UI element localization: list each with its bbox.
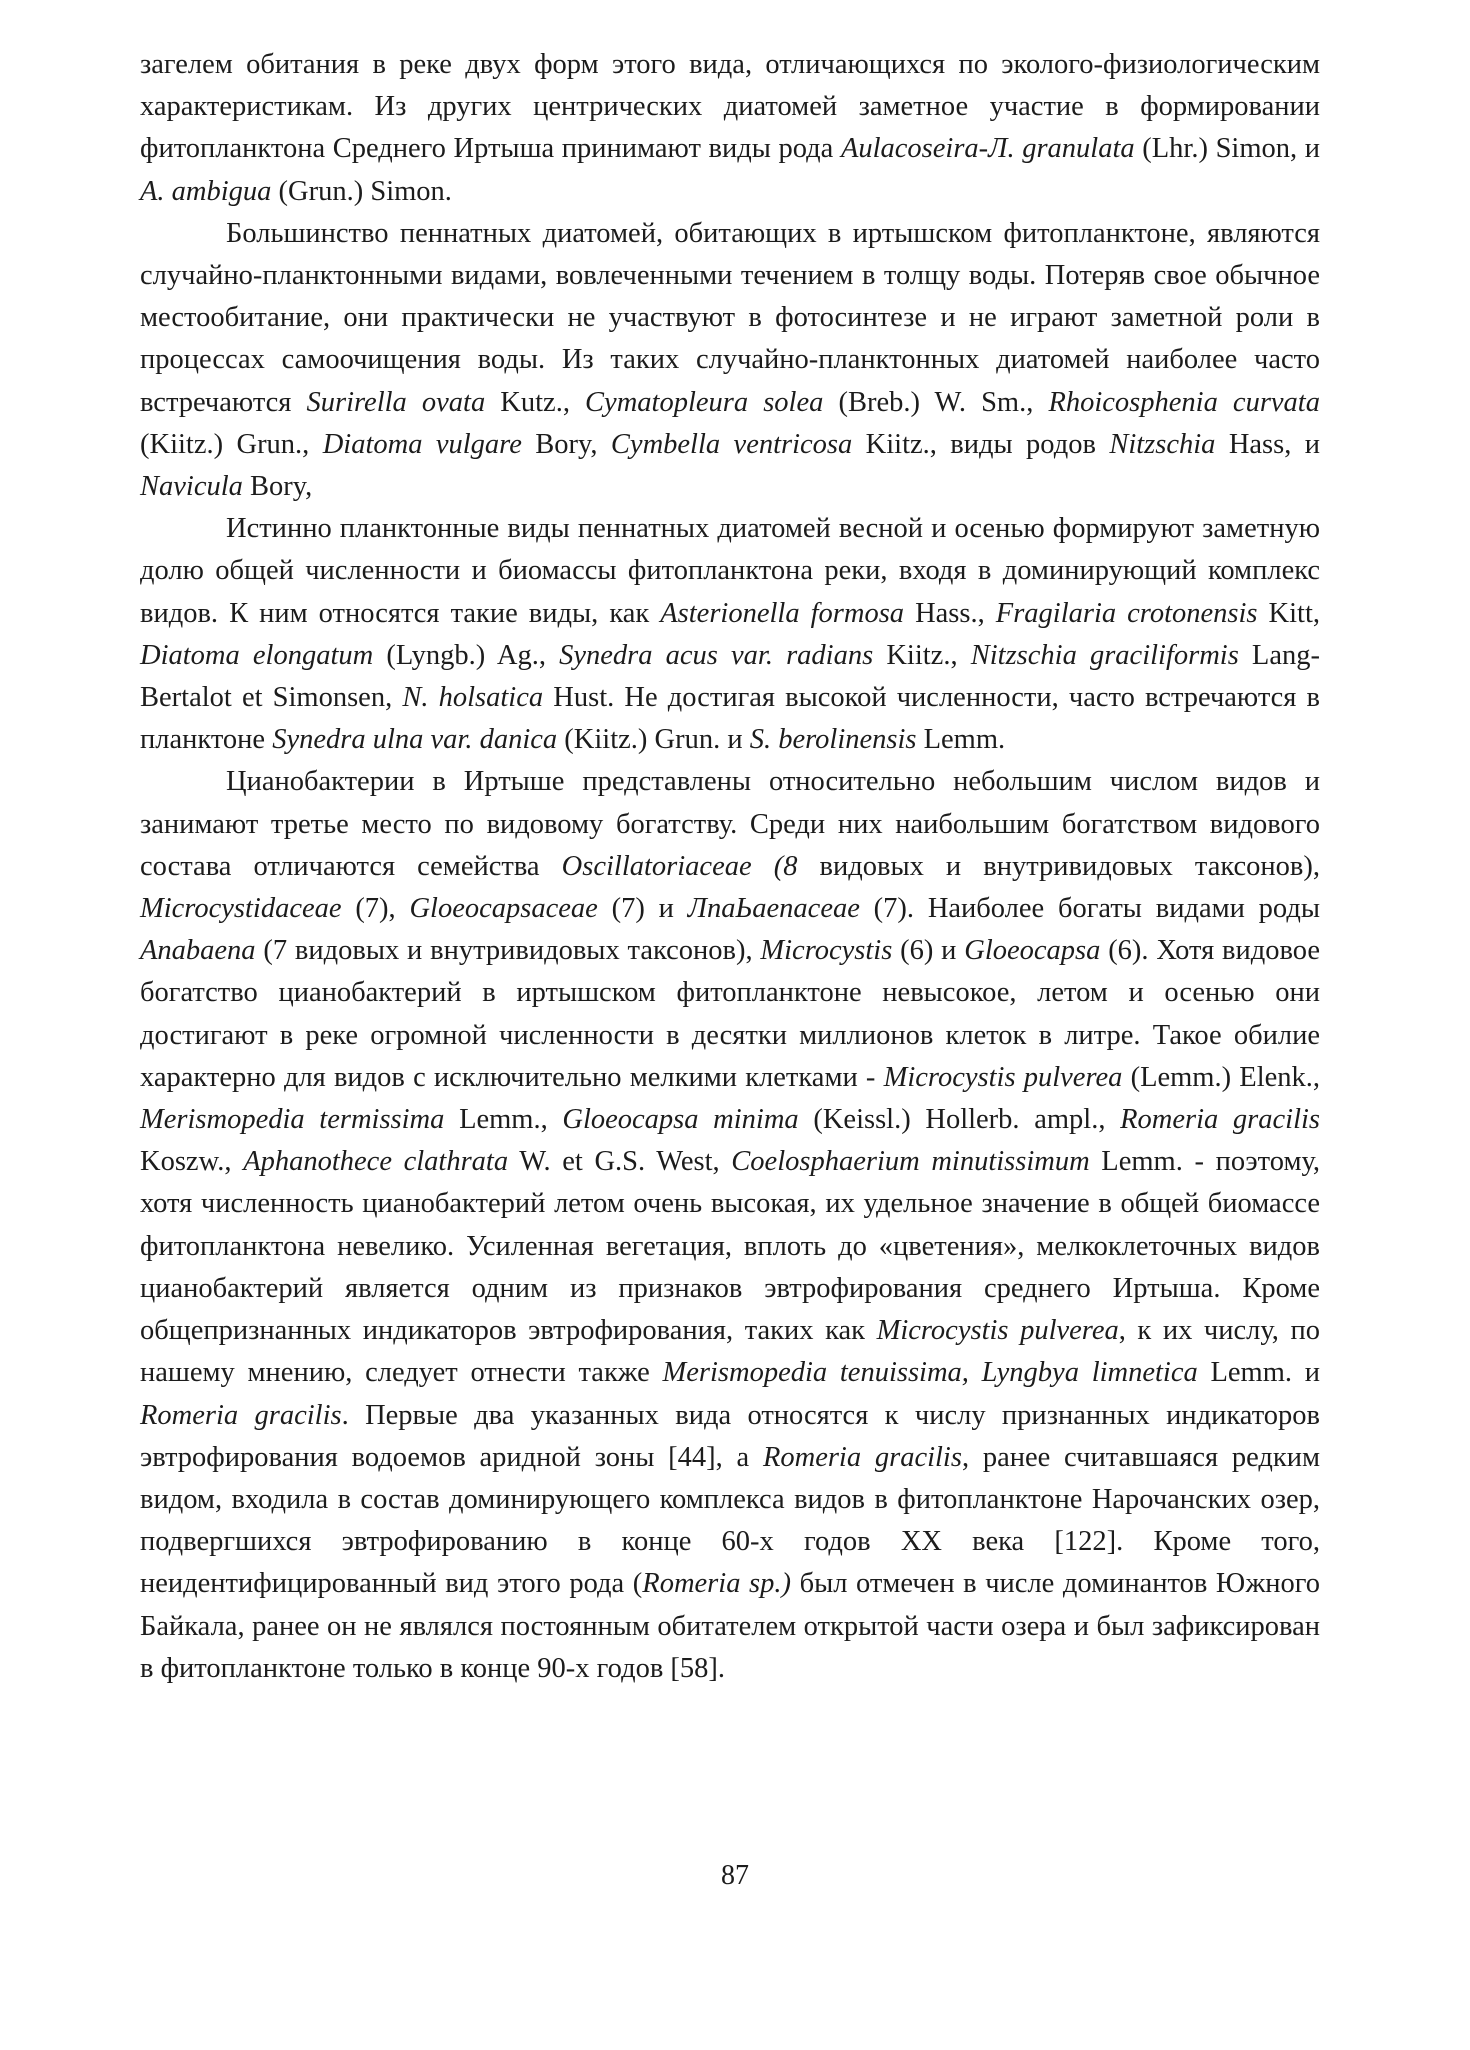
taxon-name: Romeria gracilis [140,1399,342,1431]
taxon-name: Cymbella ventricosa [610,428,853,460]
text-run: Lemm. - поэтому, хотя численность цианобактерий летом очень высокая, их удельное значение в общей биомассе фитопланктона невелико. Усиленная вегетация, вплоть до «цветения», мелкоклеточных видов цианобактерий является одним из признаков эвтрофирования среднего Иртыша. Кроме общепризнанных индикаторов эвтрофирования, таких как [140,1146,1320,1347]
text-run: (Lemm.) Elenk., [1122,1061,1321,1093]
text-run: Kiitz., виды родов [852,428,1110,460]
taxon-name: Romeria sp.) [642,1568,791,1600]
taxon-name: Microcystis pulverea [876,1315,1119,1347]
text-run: Lang-Bertalot et Simonsen, [140,639,1320,714]
paragraph-centric-diatoms [140,44,1320,213]
text-run: Hust. Не достигая высокой численности, часто встречаются в планктоне [140,682,1320,756]
text-run: Lemm. и [1197,1357,1320,1389]
text-run: Истинно планктонные виды пеннатных диатомей весной и осенью формируют заметную долю общей численности и биомассы фитопланктона реки, входя в доминирующий комплекс видов. К ним относятся такие виды, как [140,513,1320,629]
taxon-name: Synedra ulna var. danica [272,724,558,756]
text-run: Bory, [242,471,313,503]
text-run: Bory, [521,428,611,460]
taxon-name: Fragilaria crotonensis [995,597,1258,629]
text-run: (6). Хотя видовое богатство цианобактерий в иртышском фитопланктоне невысокое, летом и осенью они достигают в реке огромной численности в десятки миллионов клеток в литре. Такое обилие характерно для видов с исключительно мелкими клетками - [140,935,1320,1093]
taxon-name: ЛпаЬаenaceae [687,893,860,925]
text-run: Цианобактерии в Иртыше представлены относительно небольшим числом видов и занимают третье место по видовому богатству. Среди них наибольшим богатством видового состава отличаются семейства [140,766,1320,882]
page-number: 87 [721,1860,749,1891]
text-run: . Первые два указанных вида относятся к числу признанных индикаторов эвтрофирования водоемов аридной зоны [44], а [140,1399,1320,1473]
text-run: Kiitz., [873,639,971,671]
text-run: W. et G.S. West, [508,1146,732,1178]
taxon-name: Nitzschia [1109,428,1216,460]
taxon-name: Microcystidaceae [140,893,342,925]
text-run: (Grun.) Simon. [271,175,452,207]
text-run: Lemm., [444,1104,563,1136]
taxon-name: Diatoma elongatum [140,639,374,671]
taxon-name: Coelosphaerium minutissimum [731,1146,1090,1178]
taxon-name: N. holsatica [402,682,544,714]
text-run: Hass, и [1215,428,1320,460]
taxon-name: Surirella ovata [306,386,486,418]
taxon-name: Aulacoseira-Л. granulata [840,133,1135,165]
text-run: (7), [341,893,410,925]
paragraph-cyanobacteria [140,761,1320,1689]
paragraph-pennate-diatoms-random [140,213,1320,508]
text-run: (6) и [892,935,965,967]
taxon-name: Gloeocapsaceae [409,893,598,925]
text-run: (Kiitz.) Grun. и [557,724,750,756]
taxon-name: Asterionella formosa [660,597,905,629]
text-run: (Lyngb.) Ag., [373,639,560,671]
text-run: Kitt, [1257,597,1321,629]
taxon-name: Rhoicosphenia curvata [1048,386,1320,418]
taxon-name: Nitzschia graciliformis [970,639,1239,671]
text-run: загелем обитания в реке двух форм этого вида, отличающихся по эколого-физиологическим характеристикам. Из других центрических диатомей заметное участие в формировании фитопланктона Среднего Иртыша принимают виды рода [140,49,1320,165]
text-run: , ранее считавшаяся редким видом, входила в состав доминирующего комплекса видов в фитопланктоне Нарочанских озер, подвергшихся эвтрофированию в конце 60-х годов XX века [122]. Кроме того, неидентифицированный вид этого рода ( [140,1441,1320,1600]
text-run: Kutz., [485,386,586,418]
text-run: (7 видовых и внутривидовых таксонов), [255,935,761,967]
taxon-name: Diatoma vulgare [322,428,522,460]
text-run: (Kiitz.) Grun., [140,428,323,460]
taxon-name: Romeria gracilis [1120,1104,1321,1136]
taxon-name: Cymatopleura solea [585,386,824,418]
text-run: (Keissl.) Hollerb. ampl., [798,1104,1121,1136]
text-run: Большинство пеннатных диатомей, обитающих в иртышском фитопланктоне, являются случайно-планктонными видами, вовлеченными течением в толщу воды. Потеряв свое обычное местообитание, они практически не участвуют в фотосинтезе и не играют заметной роли в процессах самоочищения воды. Из таких случайно-планктонных диатомей наиболее часто встречаются [140,217,1320,418]
text-run: Lemm. [916,724,1006,756]
text-run: (7) и [597,893,688,925]
taxon-name: Oscillatoriaceae (8 [561,850,798,882]
taxon-name: Aphanothece clathrata [243,1146,509,1178]
taxon-name: Microcystis [760,935,893,967]
taxon-name: Microcystis pulverea [883,1061,1123,1093]
page-body [140,44,1320,1690]
text-run: был отмечен в числе доминантов Южного Байкала, ранее он не являлся постоянным обитателем открытой части озера и был зафиксирован в фитопланктоне только в конце 90-х годов [58]. [140,1568,1320,1684]
taxon-name: Gloeocapsa minima [562,1104,799,1136]
taxon-name: Anabaena [140,935,256,967]
taxon-name: Merismopedia tenuissima, Lyngbya limnetica [662,1357,1198,1389]
text-run: видовых и внутривидовых таксонов), [797,850,1320,882]
text-run: , к их числу, по нашему мнению, следует отнести также [140,1315,1320,1389]
taxon-name: Romeria gracilis [762,1441,962,1473]
text-run: Koszw., [140,1146,244,1178]
taxon-name: A. ambigua [140,175,272,207]
taxon-name: Navicula [140,471,243,503]
taxon-name: Merismopedia termissima [140,1104,445,1136]
paragraph-pennate-diatoms-planktonic [140,508,1320,761]
text-run: (Breb.) W. Sm., [823,386,1049,418]
text-run: (7). Наиболее богаты видами роды [859,893,1321,925]
text-run: (Lhr.) Simon, и [1134,133,1321,165]
text-run: Hass., [904,597,996,629]
taxon-name: S. berolinensis [749,724,917,756]
taxon-name: Gloeocapsa [964,935,1101,967]
taxon-name: Synedra acus var. radians [559,639,874,671]
